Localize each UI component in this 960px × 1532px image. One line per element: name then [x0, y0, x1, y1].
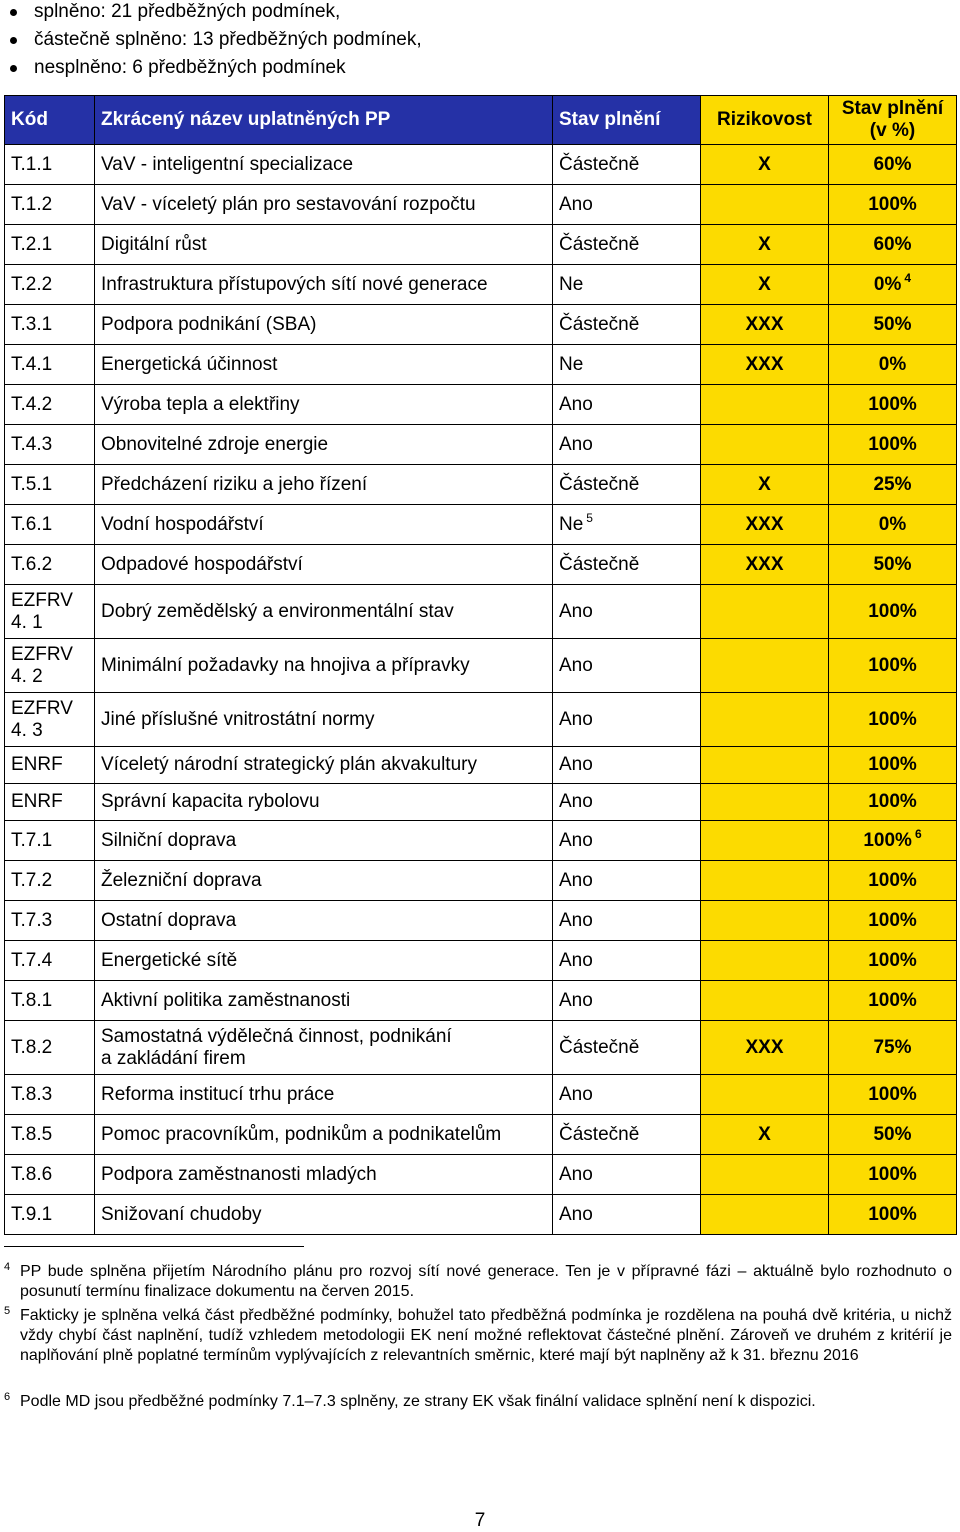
footnote-text: Fakticky je splněna velká část předběžné podmínky, bohužel tato předběžná podmínka je rozdělena na pouhá dvě kritéria, u nichž vždy chybí část naplnění, tudíž vzhledem metodologii EK není možné reflektovat částečné plnění. Zároveň ve druhém z kritérií je naplňování plně poplatné termínům vyplývajících z relevantních směrnic, které mají být naplněny až k 31. březnu 2016: [20, 1307, 952, 1364]
cell-risk: [701, 901, 829, 941]
header-status: Stav plnění: [553, 96, 701, 145]
status-text: Ano: [559, 1083, 593, 1105]
status-text: Částečně: [559, 553, 640, 575]
header-percent: [829, 96, 957, 145]
table-row: [5, 385, 957, 425]
status-text: Ano: [559, 708, 593, 730]
table-row: [5, 585, 957, 639]
cell-name: Předcházení riziku a jeho řízení: [95, 465, 553, 505]
cell-percent: [829, 901, 957, 941]
cell-percent: [829, 861, 957, 901]
cell-code: T.8.2: [5, 1021, 95, 1075]
cell-status: [553, 784, 701, 821]
cell-percent: [829, 981, 957, 1021]
status-text: Ano: [559, 909, 593, 931]
cell-percent: [829, 305, 957, 345]
percent-text: 0%: [878, 353, 907, 375]
percent-text: 50%: [873, 553, 912, 575]
cell-name: Dobrý zemědělský a environmentální stav: [95, 585, 553, 639]
table-header-row: [5, 96, 957, 145]
cell-name: Snižovaní chudoby: [95, 1195, 553, 1235]
status-text: Ano: [559, 1203, 593, 1225]
footnote-text: PP bude splněna přijetím Národního plánu pro rozvoj sítí nové generace. Ten je v přípravné fázi – aktuálně bylo rozhodnuto o posunutí termínu finalizace dokumentu na červen 2015.: [20, 1263, 952, 1300]
table-row: [5, 425, 957, 465]
cell-percent: [829, 225, 957, 265]
cell-name: Minimální požadavky na hnojiva a přípravky: [95, 639, 553, 693]
status-text: Ano: [559, 949, 593, 971]
footnote-5: [4, 1306, 952, 1386]
cell-name: Digitální růst: [95, 225, 553, 265]
table-row: [5, 225, 957, 265]
table-row: [5, 545, 957, 585]
status-text: Ano: [559, 654, 593, 676]
cell-status: [553, 821, 701, 861]
cell-percent: [829, 505, 957, 545]
table-row: [5, 639, 957, 693]
cell-code: T.3.1: [5, 305, 95, 345]
bullet-dot-icon: [10, 65, 17, 72]
cell-status: [553, 901, 701, 941]
cell-name: Pomoc pracovníkům, podnikům a podnikatelům: [95, 1115, 553, 1155]
cell-code: T.7.1: [5, 821, 95, 861]
percent-text: 100%: [868, 754, 917, 775]
percent-text: 25%: [873, 473, 912, 495]
table-row: [5, 1021, 957, 1075]
cell-risk: X: [701, 145, 829, 185]
name-line1: Samostatná výdělečná činnost, podnikání: [101, 1025, 452, 1047]
cell-percent: [829, 821, 957, 861]
name-line2: a zakládání firem: [101, 1047, 246, 1069]
cell-risk: XXX: [701, 545, 829, 585]
status-text: Částečně: [559, 313, 640, 335]
status-text: Částečně: [559, 233, 640, 255]
cell-status: [553, 1021, 701, 1075]
cell-code: T.6.1: [5, 505, 95, 545]
code-line2: 4. 1: [11, 611, 43, 633]
cell-status: [553, 639, 701, 693]
cell-name: VaV - víceletý plán pro sestavování rozpočtu: [95, 185, 553, 225]
cell-risk: [701, 639, 829, 693]
percent-text: 100%: [868, 1203, 917, 1225]
table-row: [5, 305, 957, 345]
cell-risk: XXX: [701, 345, 829, 385]
cell-percent: [829, 1195, 957, 1235]
status-text: Částečně: [559, 1123, 640, 1145]
cell-code: ENRF: [5, 747, 95, 784]
footnote-text: Podle MD jsou předběžné podmínky 7.1–7.3 splněny, ze strany EK však finální validace splnění není k dispozici.: [20, 1393, 816, 1410]
code-line1: EZFRV: [11, 589, 73, 611]
footnote-number: 6: [4, 1391, 11, 1403]
table-row: [5, 265, 957, 305]
cell-status: [553, 861, 701, 901]
status-text: Ano: [559, 433, 593, 455]
cell-name: Infrastruktura přístupových sítí nové generace: [95, 265, 553, 305]
cell-status: [553, 425, 701, 465]
table-row: [5, 901, 957, 941]
percent-text: 75%: [873, 1036, 912, 1058]
cell-name: VaV - inteligentní specializace: [95, 145, 553, 185]
cell-code: T.6.2: [5, 545, 95, 585]
cell-code: T.4.1: [5, 345, 95, 385]
cell-name: Jiné příslušné vnitrostátní normy: [95, 693, 553, 747]
cell-name: Víceletý národní strategický plán akvakultury: [95, 747, 553, 784]
cell-code: T.8.1: [5, 981, 95, 1021]
cell-name: Ostatní doprava: [95, 901, 553, 941]
cell-status: [553, 941, 701, 981]
cell-status: [553, 185, 701, 225]
status-text: Částečně: [559, 473, 640, 495]
cell-name: Aktivní politika zaměstnanosti: [95, 981, 553, 1021]
cell-name: Podpora podnikání (SBA): [95, 305, 553, 345]
table-row: [5, 145, 957, 185]
header-percent-line1: Stav plnění: [841, 98, 944, 119]
table-row: [5, 1115, 957, 1155]
percent-text: 100%: [868, 193, 917, 215]
status-text: Ano: [559, 393, 593, 415]
status-text: Ano: [559, 869, 593, 891]
cell-risk: XXX: [701, 505, 829, 545]
cell-percent: [829, 385, 957, 425]
bullet-text: splněno: 21 předběžných podmínek,: [34, 1, 341, 22]
table-row: [5, 821, 957, 861]
cell-name: Vodní hospodářství: [95, 505, 553, 545]
percent-text: 100%: [868, 433, 917, 455]
footnote-number: 5: [4, 1305, 11, 1317]
table-row: [5, 784, 957, 821]
cell-risk: X: [701, 465, 829, 505]
status-text: Ano: [559, 989, 593, 1011]
footnote-ref: 5: [586, 511, 593, 526]
header-risk: Rizikovost: [701, 96, 829, 145]
cell-percent: [829, 465, 957, 505]
preconditions-table: [4, 95, 957, 1235]
status-text: Částečně: [559, 153, 640, 175]
header-code: Kód: [5, 96, 95, 145]
table-row: [5, 345, 957, 385]
cell-status: [553, 747, 701, 784]
cell-risk: [701, 861, 829, 901]
table-row: [5, 861, 957, 901]
cell-status: [553, 225, 701, 265]
cell-risk: [701, 1075, 829, 1115]
cell-risk: [701, 425, 829, 465]
cell-code: T.5.1: [5, 465, 95, 505]
cell-name: Železniční doprava: [95, 861, 553, 901]
cell-code: T.1.1: [5, 145, 95, 185]
cell-code: T.1.2: [5, 185, 95, 225]
cell-percent: [829, 784, 957, 821]
footnote-number: 4: [4, 1261, 11, 1273]
cell-status: [553, 1195, 701, 1235]
cell-code: T.9.1: [5, 1195, 95, 1235]
footnote-6: [4, 1392, 952, 1432]
cell-percent: [829, 639, 957, 693]
cell-percent: [829, 145, 957, 185]
percent-text: 100%: [868, 909, 917, 931]
percent-text: 100%: [868, 1083, 917, 1105]
status-text: Ano: [559, 754, 593, 775]
cell-status: [553, 1075, 701, 1115]
bullet-dot-icon: [10, 9, 17, 16]
percent-text: 100%: [868, 654, 917, 676]
cell-risk: [701, 981, 829, 1021]
cell-percent: [829, 1075, 957, 1115]
percent-text: 100%: [868, 989, 917, 1011]
percent-text: 100%: [863, 829, 912, 851]
cell-risk: [701, 941, 829, 981]
cell-percent: [829, 545, 957, 585]
percent-text: 100%: [868, 393, 917, 415]
cell-risk: X: [701, 225, 829, 265]
cell-name: Reforma institucí trhu práce: [95, 1075, 553, 1115]
percent-text: 60%: [873, 233, 912, 255]
percent-text: 100%: [868, 600, 917, 622]
table-row: [5, 941, 957, 981]
cell-percent: [829, 345, 957, 385]
cell-code: ENRF: [5, 784, 95, 821]
cell-name: Silniční doprava: [95, 821, 553, 861]
cell-status: [553, 345, 701, 385]
cell-status: [553, 693, 701, 747]
cell-risk: [701, 747, 829, 784]
cell-risk: [701, 385, 829, 425]
cell-risk: XXX: [701, 305, 829, 345]
cell-code: [5, 639, 95, 693]
cell-status: [553, 385, 701, 425]
status-text: Ano: [559, 193, 593, 215]
cell-code: T.2.1: [5, 225, 95, 265]
status-text: Ano: [559, 1163, 593, 1185]
cell-name: Výroba tepla a elektřiny: [95, 385, 553, 425]
table-row: [5, 693, 957, 747]
bullet-text: částečně splněno: 13 předběžných podmínek,: [34, 29, 422, 50]
status-text: Ne: [559, 273, 584, 295]
cell-code: T.7.3: [5, 901, 95, 941]
cell-status: [553, 465, 701, 505]
cell-code: T.2.2: [5, 265, 95, 305]
percent-text: 100%: [868, 949, 917, 971]
cell-percent: [829, 941, 957, 981]
percent-text: 100%: [868, 791, 917, 812]
cell-percent: [829, 693, 957, 747]
footnote-separator: [4, 1246, 304, 1247]
cell-risk: X: [701, 265, 829, 305]
footnote-ref: 6: [914, 827, 922, 842]
percent-text: 60%: [873, 153, 912, 175]
cell-risk: X: [701, 1115, 829, 1155]
cell-risk: [701, 585, 829, 639]
cell-percent: [829, 1115, 957, 1155]
percent-text: 0%: [878, 513, 907, 535]
table-row: [5, 185, 957, 225]
code-line1: EZFRV: [11, 643, 73, 665]
status-text: Ne: [559, 513, 584, 535]
cell-status: [553, 545, 701, 585]
code-line2: 4. 2: [11, 665, 43, 687]
cell-status: [553, 585, 701, 639]
cell-status: [553, 981, 701, 1021]
code-line2: 4. 3: [11, 719, 43, 741]
cell-percent: [829, 425, 957, 465]
cell-percent: [829, 585, 957, 639]
cell-risk: [701, 1195, 829, 1235]
table-row: [5, 505, 957, 545]
page-number: 7: [474, 1510, 486, 1531]
status-text: Ano: [559, 600, 593, 622]
cell-status: [553, 1115, 701, 1155]
cell-risk: [701, 1155, 829, 1195]
table-row: [5, 465, 957, 505]
percent-text: 100%: [868, 708, 917, 730]
cell-name: Podpora zaměstnanosti mladých: [95, 1155, 553, 1195]
cell-name: Správní kapacita rybolovu: [95, 784, 553, 821]
cell-code: T.8.3: [5, 1075, 95, 1115]
cell-risk: XXX: [701, 1021, 829, 1075]
cell-name: Obnovitelné zdroje energie: [95, 425, 553, 465]
code-line1: EZFRV: [11, 697, 73, 719]
percent-text: 0%: [873, 273, 902, 295]
cell-code: T.8.6: [5, 1155, 95, 1195]
cell-status: [553, 145, 701, 185]
bullet-text: nesplněno: 6 předběžných podmínek: [34, 57, 346, 78]
percent-text: 50%: [873, 1123, 912, 1145]
status-text: Ne: [559, 353, 584, 375]
cell-code: T.7.2: [5, 861, 95, 901]
cell-name: [95, 1021, 553, 1075]
footnote-ref: 4: [904, 271, 912, 286]
cell-percent: [829, 1155, 957, 1195]
cell-code: T.7.4: [5, 941, 95, 981]
cell-name: Energetická účinnost: [95, 345, 553, 385]
percent-text: 100%: [868, 1163, 917, 1185]
cell-status: [553, 1155, 701, 1195]
cell-percent: [829, 747, 957, 784]
cell-status: [553, 305, 701, 345]
cell-risk: [701, 784, 829, 821]
cell-code: T.4.2: [5, 385, 95, 425]
cell-code: T.8.5: [5, 1115, 95, 1155]
status-text: Ano: [559, 791, 593, 812]
cell-risk: [701, 185, 829, 225]
table-row: [5, 747, 957, 784]
table-row: [5, 981, 957, 1021]
cell-code: T.4.3: [5, 425, 95, 465]
header-name: Zkrácený název uplatněných PP: [95, 96, 553, 145]
table-row: [5, 1195, 957, 1235]
cell-percent: [829, 265, 957, 305]
cell-percent: [829, 1021, 957, 1075]
cell-status: [553, 265, 701, 305]
percent-text: 50%: [873, 313, 912, 335]
cell-status: [553, 505, 701, 545]
cell-risk: [701, 693, 829, 747]
bullet-dot-icon: [10, 37, 17, 44]
cell-name: Odpadové hospodářství: [95, 545, 553, 585]
table-row: [5, 1155, 957, 1195]
cell-name: Energetické sítě: [95, 941, 553, 981]
cell-risk: [701, 821, 829, 861]
cell-code: [5, 693, 95, 747]
status-text: Ano: [559, 829, 593, 851]
cell-code: [5, 585, 95, 639]
header-percent-line2: (v %): [869, 120, 916, 141]
table-row: [5, 1075, 957, 1115]
footnote-4: [4, 1262, 952, 1302]
status-text: Částečně: [559, 1036, 640, 1058]
percent-text: 100%: [868, 869, 917, 891]
cell-percent: [829, 185, 957, 225]
